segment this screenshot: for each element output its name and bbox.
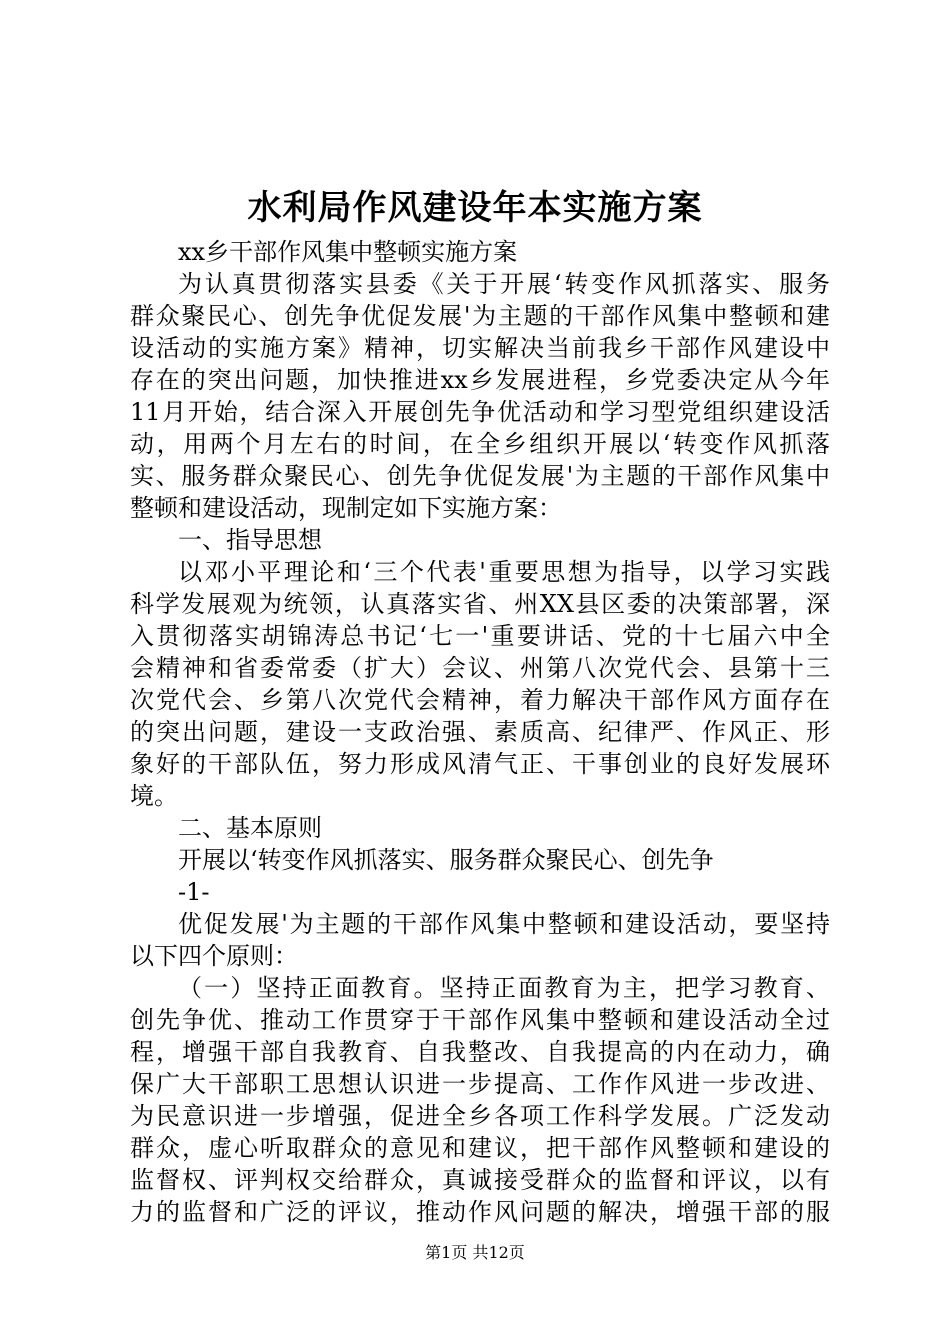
- paragraph-line: 为民意识进一步增强，促进全乡各项工作科学发展。广泛发动: [130, 1102, 830, 1130]
- paragraph-line: （一）坚持正面教育。坚持正面教育为主，把学习教育、: [178, 974, 830, 1002]
- paragraph-line: 保广大干部职工思想认识进一步提高、工作作风进一步改进、: [130, 1070, 830, 1098]
- paragraph-line: 为认真贯彻落实县委《关于开展‘转变作风抓落实、服务: [178, 270, 830, 298]
- paragraph-line: 动，用两个月左右的时间，在全乡组织开展以‘转变作风抓落: [130, 430, 830, 458]
- document-subtitle: xx乡干部作风集中整顿实施方案: [178, 238, 518, 266]
- paragraph-line: 象好的干部队伍，努力形成风清气正、干事创业的良好发展环: [130, 750, 830, 778]
- paragraph-line: 境。: [130, 782, 178, 810]
- document-title: 水利局作风建设年本实施方案: [247, 188, 703, 228]
- paragraph-line: 会精神和省委常委（扩大）会议、州第八次党代会、县第十三: [130, 654, 830, 682]
- paragraph-line: 监督权、评判权交给群众，真诚接受群众的监督和评议，以有: [130, 1166, 830, 1194]
- paragraph-line: 实、服务群众聚民心、创先争优促发展'为主题的干部作风集中: [130, 462, 830, 490]
- paragraph-line: 力的监督和广泛的评议，推动作风问题的解决，增强干部的服: [130, 1198, 830, 1226]
- paragraph-line: 整顿和建设活动，现制定如下实施方案：: [130, 494, 562, 522]
- paragraph-line: 以邓小平理论和‘三个代表'重要思想为指导，以学习实践: [178, 558, 830, 586]
- paragraph-line: 科学发展观为统领，认真落实省、州XX县区委的决策部署，深: [130, 590, 830, 618]
- paragraph-line: 优促发展'为主题的干部作风集中整顿和建设活动，要坚持: [178, 910, 830, 938]
- paragraph-line: 群众，虚心听取群众的意见和建议，把干部作风整顿和建设的: [130, 1134, 830, 1162]
- paragraph-line: 次党代会、乡第八次党代会精神，着力解决干部作风方面存在: [130, 686, 830, 714]
- paragraph-line: 以下四个原则：: [130, 942, 298, 970]
- paragraph-line: 入贯彻落实胡锦涛总书记‘七一'重要讲话、党的十七届六中全: [130, 622, 830, 650]
- paragraph-line: 设活动的实施方案》精神，切实解决当前我乡干部作风建设中: [130, 334, 830, 362]
- document-body: [130, 236, 830, 1228]
- paragraph-line: 11月开始，结合深入开展创先争优活动和学习型党组织建设活: [130, 398, 830, 426]
- page-number-marker: -1-: [178, 878, 210, 906]
- paragraph-line: 程，增强干部自我教育、自我整改、自我提高的内在动力，确: [130, 1038, 830, 1066]
- paragraph-line: 开展以‘转变作风抓落实、服务群众聚民心、创先争: [178, 846, 714, 874]
- paragraph-line: 的突出问题，建设一支政治强、素质高、纪律严、作风正、形: [130, 718, 830, 746]
- section-heading: 一、指导思想: [178, 526, 322, 554]
- paragraph-line: 群众聚民心、创先争优促发展'为主题的干部作风集中整顿和建: [130, 302, 830, 330]
- page-footer: 第1页 共12页: [425, 1243, 525, 1262]
- paragraph-line: 创先争优、推动工作贯穿于干部作风集中整顿和建设活动全过: [130, 1006, 830, 1034]
- section-heading: 二、基本原则: [178, 814, 322, 842]
- paragraph-line: 存在的突出问题，加快推进xx乡发展进程，乡党委决定从今年: [130, 366, 830, 394]
